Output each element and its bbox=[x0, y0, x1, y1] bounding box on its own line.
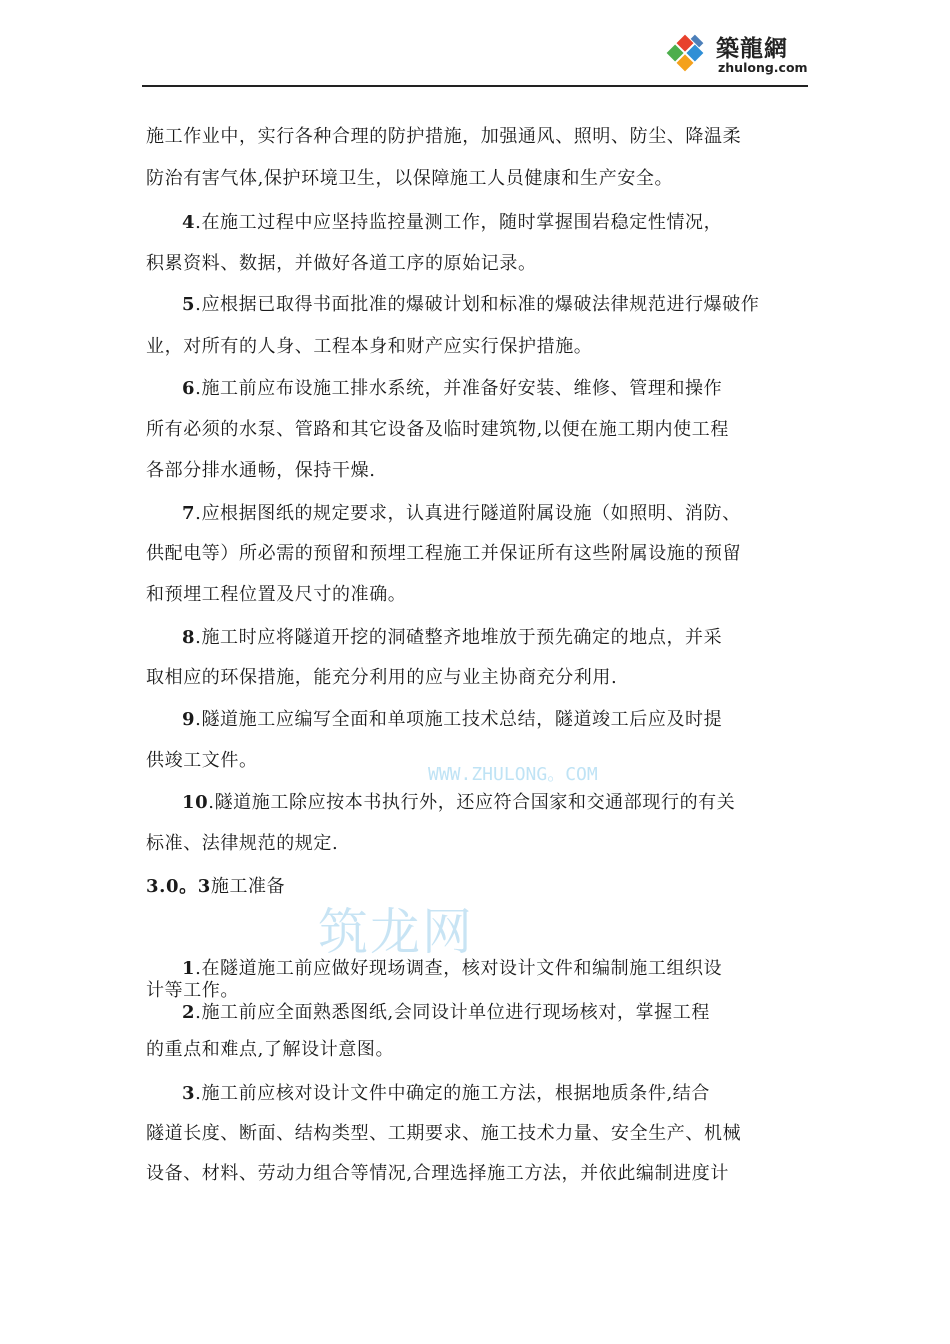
header-divider bbox=[142, 85, 808, 87]
section-heading: 3.0。3施工准备 bbox=[146, 876, 286, 897]
text-line: 防治有害气体,保护环境卫生，以保障施工人员健康和生产安全。 bbox=[146, 168, 674, 189]
text-line: 计等工作。 bbox=[146, 980, 239, 1001]
list-item-8: 8.施工时应将隧道开挖的洞碴整齐地堆放于预先确定的地点，并采 bbox=[182, 627, 723, 648]
list-item-6: 6.施工前应布设施工排水系统，并准备好安装、维修、管理和操作 bbox=[182, 378, 723, 399]
zhulong-logo-icon bbox=[662, 30, 708, 76]
text-line: 隧道长度、断面、结构类型、工期要求、施工技术力量、安全生产、机械 bbox=[146, 1123, 742, 1144]
list-item-3: 3.施工前应核对设计文件中确定的施工方法，根据地质条件,结合 bbox=[182, 1083, 710, 1104]
text-line: 各部分排水通畅，保持干燥. bbox=[146, 460, 376, 481]
list-item-9: 9.隧道施工应编写全面和单项施工技术总结，隧道竣工后应及时提 bbox=[182, 709, 723, 730]
list-item-1: 1.在隧道施工前应做好现场调查，核对设计文件和编制施工组织设 bbox=[182, 958, 723, 979]
text-line: 设备、材料、劳动力组合等情况,合理选择施工方法，并依此编制进度计 bbox=[146, 1163, 729, 1184]
text-line: 供配电等）所必需的预留和预埋工程施工并保证所有这些附属设施的预留 bbox=[146, 543, 742, 564]
list-item-5: 5.应根据已取得书面批准的爆破计划和标准的爆破法律规范进行爆破作 bbox=[182, 294, 760, 315]
text-line: 取相应的环保措施，能充分利用的应与业主协商充分利用. bbox=[146, 667, 618, 688]
text-line: 积累资料、数据，并做好各道工序的原始记录。 bbox=[146, 253, 537, 274]
zhulong-logo bbox=[662, 28, 812, 80]
watermark-logo-text: 筑龙网 bbox=[318, 903, 474, 961]
list-item-10: 10.隧道施工除应按本书执行外，还应符合国家和交通部现行的有关 bbox=[182, 792, 736, 813]
text-line: 所有必须的水泵、管路和其它设备及临时建筑物,以便在施工期内使工程 bbox=[146, 419, 729, 440]
list-item-4: 4.在施工过程中应坚持监控量测工作，随时掌握围岩稳定性情况， bbox=[182, 212, 723, 233]
logo-text-en: zhulong.com bbox=[718, 60, 808, 75]
text-line: 和预埋工程位置及尺寸的准确。 bbox=[146, 584, 407, 605]
text-line: 供竣工文件。 bbox=[146, 750, 258, 771]
text-line: 业，对所有的人身、工程本身和财产应实行保护措施。 bbox=[146, 336, 593, 357]
list-item-2: 2.施工前应全面熟悉图纸,会同设计单位进行现场核对，掌握工程 bbox=[182, 1002, 710, 1023]
list-item-7: 7.应根据图纸的规定要求，认真进行隧道附属设施（如照明、消防、 bbox=[182, 503, 741, 524]
text-line: 施工作业中，实行各种合理的防护措施，加强通风、照明、防尘、降温柔 bbox=[146, 126, 742, 147]
text-line: 的重点和难点,了解设计意图。 bbox=[146, 1039, 395, 1060]
watermark-url: WWW.ZHULONG。COM bbox=[428, 764, 598, 785]
logo-text-cn: 築龍網 bbox=[716, 36, 788, 62]
text-line: 标准、法律规范的规定. bbox=[146, 833, 339, 854]
